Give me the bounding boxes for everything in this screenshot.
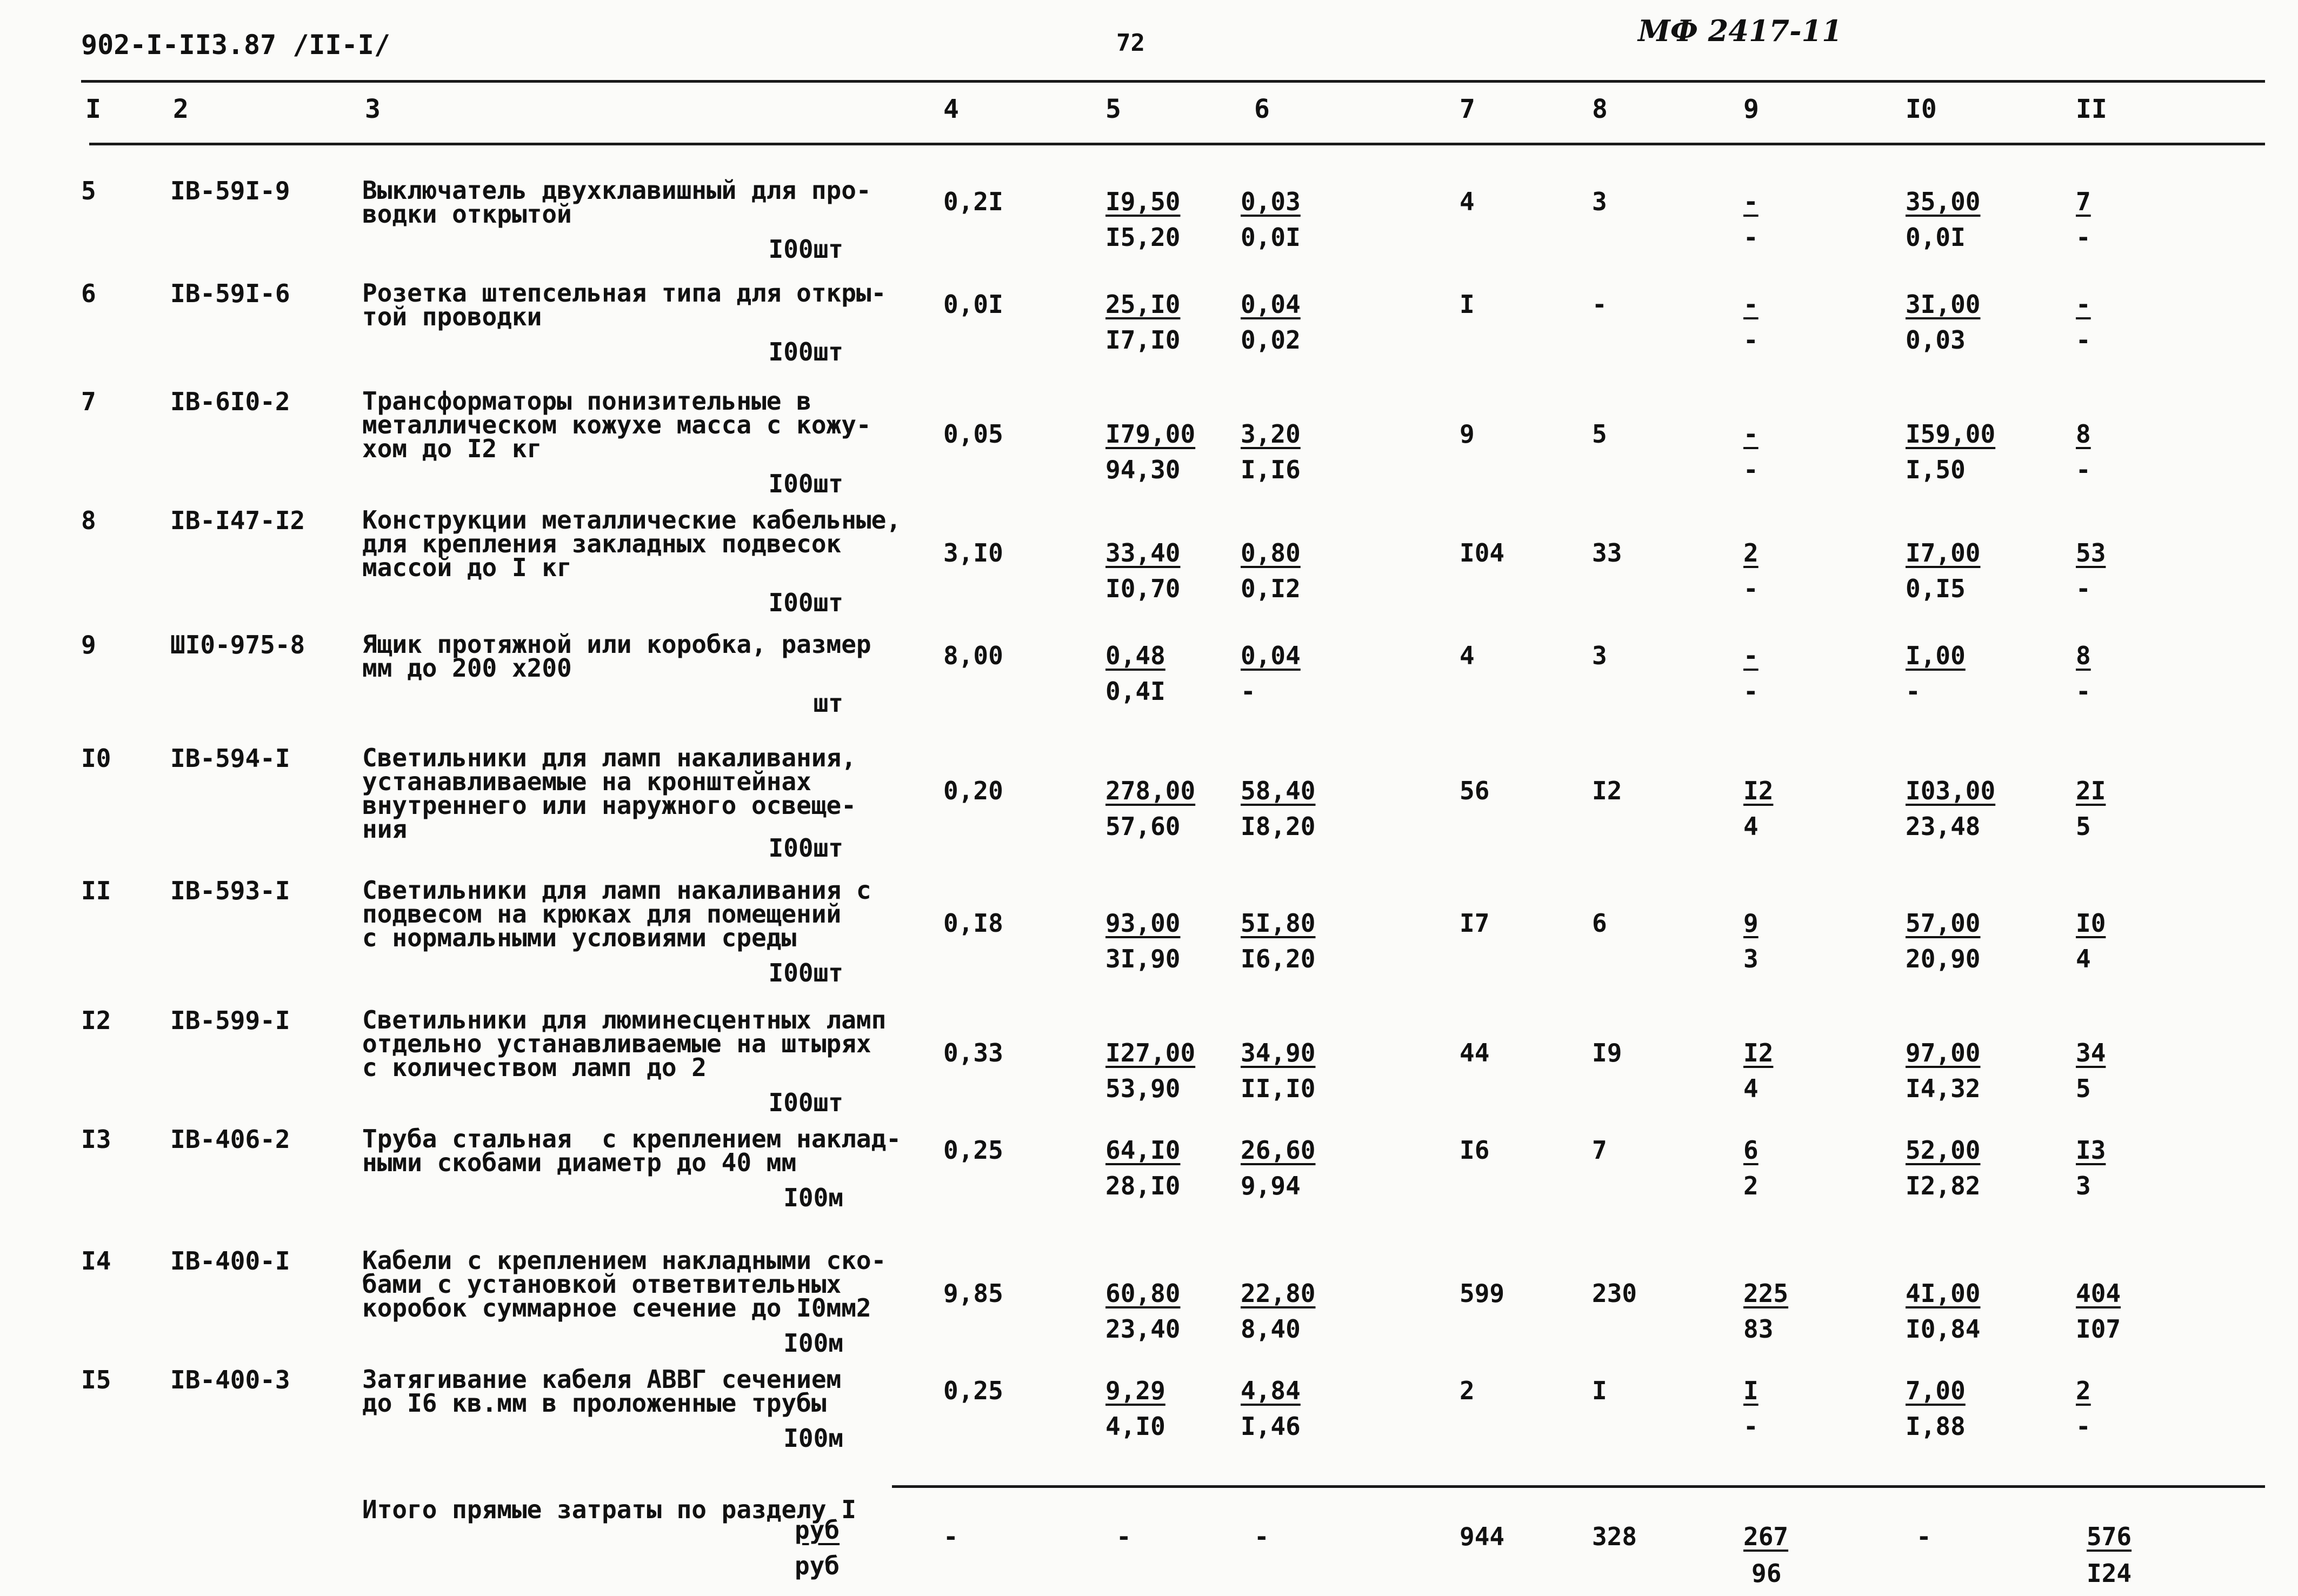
labor-total: I3	[2076, 1136, 2106, 1165]
total-unit-2: руб	[795, 1551, 840, 1580]
unit-cost-machine-wages: 8,40	[1241, 1314, 1301, 1344]
total-machines: -	[1743, 419, 1759, 449]
total-wages: -	[1592, 290, 1607, 319]
unit-cost-machines: 5I,80	[1241, 909, 1316, 938]
quantity: 8,00	[943, 641, 1003, 670]
unit-cost-machines: 4,84	[1241, 1376, 1301, 1405]
handwritten-annotation: МФ 2417-11	[1638, 14, 1842, 48]
unit-of-measure: I00м	[783, 1328, 843, 1358]
unit-cost-machine-wages: II,I0	[1241, 1074, 1316, 1103]
unit-cost-total: 0,48	[1105, 641, 1165, 670]
total-machines: -	[1743, 187, 1759, 216]
total-c11-bottom: I24	[2087, 1559, 2132, 1588]
total-machines: I2	[1743, 776, 1774, 805]
quantity: 0,I8	[943, 909, 1003, 938]
unit-of-measure: I00шт	[768, 833, 843, 863]
row-number: 5	[81, 176, 96, 205]
unit-cost-wages: 57,60	[1105, 812, 1181, 841]
total-rule	[892, 1485, 2265, 1488]
labor-total-machines: 4	[2076, 944, 2091, 973]
unit-cost-wages: 4,I0	[1105, 1412, 1165, 1441]
labor-total: 53	[2076, 538, 2106, 567]
norm-code: IВ-59I-6	[170, 279, 290, 308]
labor-total-machines: I07	[2076, 1314, 2121, 1344]
total-wages: I9	[1592, 1038, 1622, 1067]
total-machines: 6	[1743, 1136, 1759, 1165]
work-description-line: металлическом кожухе масса с кожу-	[362, 410, 871, 439]
total-machine-wages: 4	[1743, 1074, 1759, 1103]
quantity: 0,0I	[943, 290, 1003, 319]
total-wages: 6	[1592, 909, 1607, 938]
norm-code: IВ-593-I	[170, 876, 290, 905]
column-header-7: 7	[1460, 94, 1475, 124]
unit-of-measure: I00м	[783, 1424, 843, 1453]
total-cost: 599	[1460, 1279, 1505, 1308]
row-number: I5	[81, 1365, 111, 1394]
unit-cost-machine-wages: I,46	[1241, 1412, 1301, 1441]
row-number: I0	[81, 744, 111, 773]
unit-of-measure: I00шт	[768, 1088, 843, 1117]
column-header-2: 2	[173, 94, 189, 124]
unit-of-measure: I00шт	[768, 235, 843, 264]
labor-unit: 35,00	[1906, 187, 1981, 216]
total-machines: -	[1743, 641, 1759, 670]
norm-code: IВ-6I0-2	[170, 387, 290, 416]
page-number: 72	[1116, 29, 1145, 57]
unit-cost-machine-wages: I6,20	[1241, 944, 1316, 973]
unit-cost-machines: 26,60	[1241, 1136, 1316, 1165]
labor-total-machines: -	[2076, 574, 2091, 603]
column-header-4: 4	[943, 94, 959, 124]
labor-unit-machines: 0,I5	[1906, 574, 1966, 603]
work-description-line: Кабели с креплением накладными ско-	[362, 1246, 887, 1275]
unit-cost-total: 33,40	[1105, 538, 1181, 567]
row-number: I3	[81, 1125, 111, 1154]
quantity: 9,85	[943, 1279, 1003, 1308]
work-description-line: Конструкции металлические кабельные,	[362, 505, 901, 535]
work-description-line: до I6 кв.мм в проложенные трубы	[362, 1388, 827, 1418]
norm-code: IВ-406-2	[170, 1125, 290, 1154]
total-machine-wages: -	[1743, 223, 1759, 252]
labor-total: I0	[2076, 909, 2106, 938]
column-header-6: 6	[1254, 94, 1270, 124]
labor-total: 2I	[2076, 776, 2106, 805]
quantity: 0,25	[943, 1136, 1003, 1165]
work-description-line: подвесом на крюках для помещений	[362, 899, 842, 929]
total-cost: 56	[1460, 776, 1490, 805]
work-description-line: для крепления закладных подвесок	[362, 529, 842, 558]
unit-cost-machines: 0,80	[1241, 538, 1301, 567]
total-c9-bottom: 96	[1751, 1559, 1782, 1588]
work-description-line: хом до I2 кг	[362, 434, 542, 463]
labor-unit-machines: 0,0I	[1906, 223, 1966, 252]
column-header-10: I0	[1906, 94, 1937, 124]
unit-cost-total: 60,80	[1105, 1279, 1181, 1308]
unit-cost-total: I79,00	[1105, 419, 1196, 449]
total-c7: 944	[1460, 1522, 1505, 1551]
work-description-line: Труба стальная с креплением наклад-	[362, 1124, 901, 1153]
labor-total: -	[2076, 290, 2091, 319]
total-cost: I6	[1460, 1136, 1490, 1165]
labor-unit-machines: I,88	[1906, 1412, 1966, 1441]
unit-cost-total: 278,00	[1105, 776, 1196, 805]
total-label: Итого прямые затраты по разделу I	[362, 1495, 856, 1524]
labor-unit: 52,00	[1906, 1136, 1981, 1165]
labor-unit: 97,00	[1906, 1038, 1981, 1067]
unit-cost-wages: 53,90	[1105, 1074, 1181, 1103]
row-number: 9	[81, 630, 96, 659]
work-description-line: бами с установкой ответвительных	[362, 1270, 842, 1299]
unit-cost-wages: I0,70	[1105, 574, 1181, 603]
labor-unit-machines: I0,84	[1906, 1314, 1981, 1344]
work-description-line: с количеством ламп до 2	[362, 1053, 707, 1082]
work-description-line: Светильники для ламп накаливания,	[362, 743, 856, 772]
total-machine-wages: 4	[1743, 812, 1759, 841]
unit-of-measure: I00м	[783, 1183, 843, 1212]
work-description-line: коробок суммарное сечение до I0мм2	[362, 1293, 871, 1323]
unit-cost-total: 25,I0	[1105, 290, 1181, 319]
column-header-5: 5	[1105, 94, 1121, 124]
total-c11-top: 576	[2087, 1522, 2132, 1551]
work-description-line: Светильники для люминесцентных ламп	[362, 1005, 887, 1034]
total-wages: 3	[1592, 641, 1607, 670]
column-header-11: II	[2076, 94, 2107, 124]
work-description-line: мм до 200 х200	[362, 653, 572, 683]
unit-cost-wages: I7,I0	[1105, 325, 1181, 355]
unit-cost-machines: 0,04	[1241, 641, 1301, 670]
total-cost: I04	[1460, 538, 1505, 567]
labor-total-machines: -	[2076, 325, 2091, 355]
total-machines: I	[1743, 1376, 1759, 1405]
work-description-line: устанавливаемые на кронштейнах	[362, 767, 811, 796]
total-machine-wages: -	[1743, 677, 1759, 706]
unit-cost-machine-wages: 0,02	[1241, 325, 1301, 355]
document-code: 902-I-II3.87 /II-I/	[81, 29, 390, 61]
labor-total: 8	[2076, 641, 2091, 670]
unit-cost-total: 9,29	[1105, 1376, 1165, 1405]
total-machines: 9	[1743, 909, 1759, 938]
labor-total: 2	[2076, 1376, 2091, 1405]
unit-of-measure: I00шт	[768, 337, 843, 366]
labor-total-machines: -	[2076, 223, 2091, 252]
work-description-line: ния	[362, 814, 408, 844]
work-description-line: с нормальными условиями среды	[362, 923, 797, 952]
labor-unit-machines: I4,32	[1906, 1074, 1981, 1103]
labor-unit: 4I,00	[1906, 1279, 1981, 1308]
labor-total-machines: 5	[2076, 1074, 2091, 1103]
total-wages: 7	[1592, 1136, 1607, 1165]
work-description-line: отдельно устанавливаемые на штырях	[362, 1029, 871, 1058]
total-machine-wages: -	[1743, 574, 1759, 603]
row-number: 7	[81, 387, 96, 416]
unit-cost-machines: 58,40	[1241, 776, 1316, 805]
labor-unit: I59,00	[1906, 419, 1996, 449]
total-wages: I	[1592, 1376, 1607, 1405]
total-machine-wages: -	[1743, 1412, 1759, 1441]
total-unit-1: руб	[795, 1515, 840, 1545]
quantity: 3,I0	[943, 538, 1003, 567]
work-description-line: Выключатель двухклавишный для про-	[362, 176, 871, 205]
labor-unit-machines: -	[1906, 677, 1921, 706]
labor-total-machines: -	[2076, 1412, 2091, 1441]
total-machines: 2	[1743, 538, 1759, 567]
unit-cost-machines: 0,03	[1241, 187, 1301, 216]
labor-total-machines: 5	[2076, 812, 2091, 841]
norm-code: IВ-59I-9	[170, 176, 290, 205]
total-cost: 4	[1460, 187, 1475, 216]
unit-of-measure: I00шт	[768, 469, 843, 498]
quantity: 0,2I	[943, 187, 1003, 216]
norm-code: IВ-400-I	[170, 1246, 290, 1276]
total-c10: -	[1916, 1522, 1931, 1551]
labor-total-machines: -	[2076, 677, 2091, 706]
total-wages: 5	[1592, 419, 1607, 449]
unit-cost-wages: 3I,90	[1105, 944, 1181, 973]
column-header-1: I	[85, 94, 101, 124]
total-machine-wages: -	[1743, 455, 1759, 484]
labor-unit-machines: I,50	[1906, 455, 1966, 484]
unit-cost-machines: 34,90	[1241, 1038, 1316, 1067]
work-description-line: Ящик протяжной или коробка, размер	[362, 630, 871, 659]
total-wages: I2	[1592, 776, 1622, 805]
labor-unit: 7,00	[1906, 1376, 1966, 1405]
column-header-3: 3	[365, 94, 381, 124]
unit-cost-wages: 0,4I	[1105, 677, 1165, 706]
work-description-line: Светильники для ламп накаливания с	[362, 876, 871, 905]
column-header-8: 8	[1592, 94, 1608, 124]
norm-code: IВ-400-3	[170, 1365, 290, 1394]
work-description-line: той проводки	[362, 302, 542, 331]
total-wages: 230	[1592, 1279, 1637, 1308]
labor-unit-machines: 0,03	[1906, 325, 1966, 355]
total-cost: 9	[1460, 419, 1475, 449]
quantity: 0,25	[943, 1376, 1003, 1405]
quantity: 0,05	[943, 419, 1003, 449]
labor-total: 7	[2076, 187, 2091, 216]
unit-cost-wages: I5,20	[1105, 223, 1181, 252]
work-description-line: Трансформаторы понизительные в	[362, 386, 811, 416]
unit-cost-wages: 28,I0	[1105, 1171, 1181, 1200]
labor-total: 404	[2076, 1279, 2121, 1308]
row-number: 8	[81, 506, 96, 535]
total-machines: 225	[1743, 1279, 1789, 1308]
work-description-line: Затягивание кабеля АВВГ сечением	[362, 1365, 842, 1394]
total-machine-wages: -	[1743, 325, 1759, 355]
work-description-line: массой до I кг	[362, 553, 572, 582]
column-header-9: 9	[1743, 94, 1759, 124]
labor-total: 8	[2076, 419, 2091, 449]
unit-cost-machine-wages: 0,0I	[1241, 223, 1301, 252]
labor-total-machines: 3	[2076, 1171, 2091, 1200]
work-description-line: Розетка штепсельная типа для откры-	[362, 278, 887, 308]
header-bottom-rule	[89, 143, 2265, 145]
norm-code: IВ-599-I	[170, 1006, 290, 1035]
total-machine-wages: 83	[1743, 1314, 1774, 1344]
unit-cost-total: I27,00	[1105, 1038, 1196, 1067]
unit-of-measure: шт	[813, 689, 843, 718]
total-cost: 4	[1460, 641, 1475, 670]
total-c4: -	[943, 1522, 958, 1551]
row-number: I4	[81, 1246, 111, 1276]
unit-of-measure: I00шт	[768, 588, 843, 617]
unit-cost-machine-wages: I,I6	[1241, 455, 1301, 484]
unit-cost-machine-wages: 0,I2	[1241, 574, 1301, 603]
unit-cost-total: 64,I0	[1105, 1136, 1181, 1165]
unit-cost-machines: 0,04	[1241, 290, 1301, 319]
labor-unit: 57,00	[1906, 909, 1981, 938]
total-cost: I7	[1460, 909, 1490, 938]
total-cost: 2	[1460, 1376, 1475, 1405]
total-c8: 328	[1592, 1522, 1637, 1551]
work-description-line: внутреннего или наружного освеще-	[362, 791, 856, 820]
labor-total: 34	[2076, 1038, 2106, 1067]
total-c9-top: 267	[1743, 1522, 1789, 1551]
total-wages: 3	[1592, 187, 1607, 216]
labor-unit: I03,00	[1906, 776, 1996, 805]
norm-code: IВ-I47-I2	[170, 506, 305, 535]
labor-unit: I,00	[1906, 641, 1966, 670]
total-machine-wages: 2	[1743, 1171, 1759, 1200]
total-c6: -	[1254, 1522, 1269, 1551]
labor-total-machines: -	[2076, 455, 2091, 484]
labor-unit: 3I,00	[1906, 290, 1981, 319]
unit-of-measure: I00шт	[768, 958, 843, 987]
total-cost: 44	[1460, 1038, 1490, 1067]
labor-unit-machines: 23,48	[1906, 812, 1981, 841]
total-machines: I2	[1743, 1038, 1774, 1067]
total-wages: 33	[1592, 538, 1622, 567]
work-description-line: ными скобами диаметр до 40 мм	[362, 1148, 797, 1177]
total-machines: -	[1743, 290, 1759, 319]
total-c5: -	[1116, 1522, 1131, 1551]
row-number: II	[81, 876, 111, 905]
unit-cost-wages: 23,40	[1105, 1314, 1181, 1344]
norm-code: IВ-594-I	[170, 744, 290, 773]
row-number: I2	[81, 1006, 111, 1035]
unit-cost-total: 93,00	[1105, 909, 1181, 938]
unit-cost-machines: 22,80	[1241, 1279, 1316, 1308]
labor-unit-machines: I2,82	[1906, 1171, 1981, 1200]
total-machine-wages: 3	[1743, 944, 1759, 973]
work-description-line: водки открытой	[362, 199, 572, 229]
quantity: 0,20	[943, 776, 1003, 805]
unit-cost-machine-wages: 9,94	[1241, 1171, 1301, 1200]
labor-unit-machines: 20,90	[1906, 944, 1981, 973]
unit-cost-total: I9,50	[1105, 187, 1181, 216]
unit-cost-machine-wages: I8,20	[1241, 812, 1316, 841]
unit-cost-machine-wages: -	[1241, 677, 1256, 706]
unit-cost-machines: 3,20	[1241, 419, 1301, 449]
total-cost: I	[1460, 290, 1475, 319]
row-number: 6	[81, 279, 96, 308]
header-top-rule	[81, 80, 2265, 83]
norm-code: ШI0-975-8	[170, 630, 305, 659]
unit-cost-wages: 94,30	[1105, 455, 1181, 484]
quantity: 0,33	[943, 1038, 1003, 1067]
labor-unit: I7,00	[1906, 538, 1981, 567]
